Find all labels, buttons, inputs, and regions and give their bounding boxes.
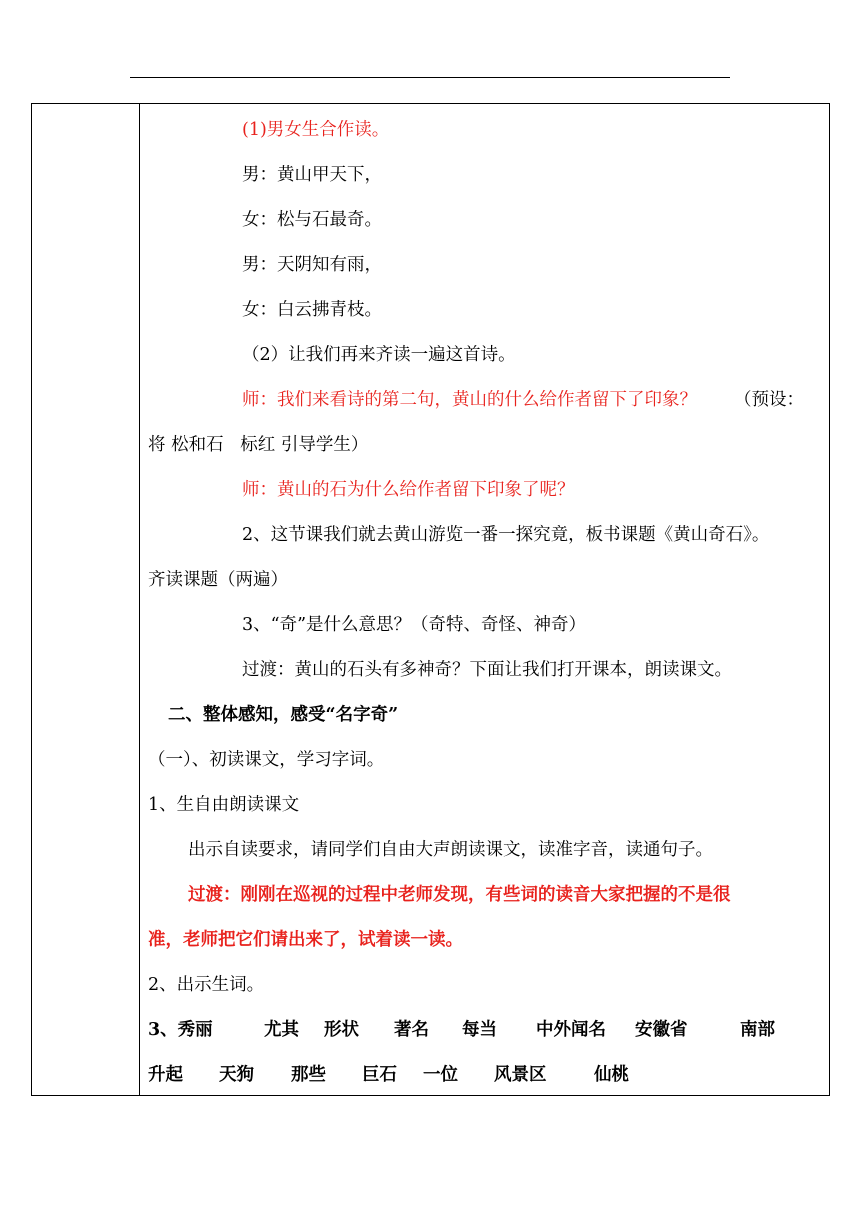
text-line: 师：我们来看诗的第二句，黄山的什么给作者留下了印象？ [242, 390, 697, 410]
text-line: 女：白云拂青枝。 [242, 300, 382, 320]
vocab-word: 仙桃 [594, 1065, 629, 1085]
text-line: （2）让我们再来齐读一遍这首诗。 [242, 345, 516, 365]
text-line: 出示自读要求，请同学们自由大声朗读课文，读准字音，读通句子。 [188, 840, 713, 860]
text-line: 1、生自由朗读课文 [148, 795, 300, 815]
column-divider [139, 104, 140, 1095]
vocab-word: 安徽省 [635, 1020, 688, 1040]
vocab-word: 著名 [394, 1020, 429, 1040]
vocab-word: 尤其 [264, 1020, 299, 1040]
vocab-word: 中外闻名 [536, 1020, 606, 1040]
vocab-word: 3、秀丽 [148, 1020, 213, 1040]
text-line: 男：黄山甲天下， [242, 165, 382, 185]
text-line: 过渡：黄山的石头有多神奇？下面让我们打开课本，朗读课文。 [242, 660, 732, 680]
lesson-table [31, 103, 830, 1096]
text-line: （预设： [734, 390, 804, 410]
vocab-word: 一位 [423, 1065, 458, 1085]
text-line: 3、“奇”是什么意思？（奇特、奇怪、神奇） [242, 615, 587, 635]
vocab-word: 风景区 [494, 1065, 547, 1085]
text-line: 男：天阴知有雨， [242, 255, 382, 275]
text-line: 师：黄山的石为什么给作者留下印象了呢？ [242, 480, 575, 500]
text-line: 准，老师把它们请出来了，试着读一读。 [148, 930, 463, 950]
vocab-word: 天狗 [219, 1065, 254, 1085]
text-line: 过渡：刚刚在巡视的过程中老师发现，有些词的读音大家把握的不是很 [188, 885, 731, 905]
header-rule [130, 77, 730, 78]
text-line: (1)男女生合作读。 [242, 120, 390, 140]
vocab-word: 形状 [324, 1020, 359, 1040]
vocab-word: 每当 [462, 1020, 497, 1040]
vocab-word: 巨石 [362, 1065, 397, 1085]
vocab-word: 那些 [291, 1065, 326, 1085]
section-heading: 二、整体感知，感受“名字奇” [168, 705, 399, 725]
text-line: 将 松和石 标红 引导学生） [148, 435, 369, 455]
vocab-word: 南部 [740, 1020, 775, 1040]
text-line: 女：松与石最奇。 [242, 210, 382, 230]
text-line: （一）、初读课文，学习字词。 [148, 750, 385, 770]
vocab-word: 升起 [148, 1065, 183, 1085]
text-line: 2、这节课我们就去黄山游览一番一探究竟，板书课题《黄山奇石》。 [242, 525, 770, 545]
text-line: 2、出示生词。 [148, 975, 265, 995]
text-line: 齐读课题（两遍） [148, 570, 288, 590]
